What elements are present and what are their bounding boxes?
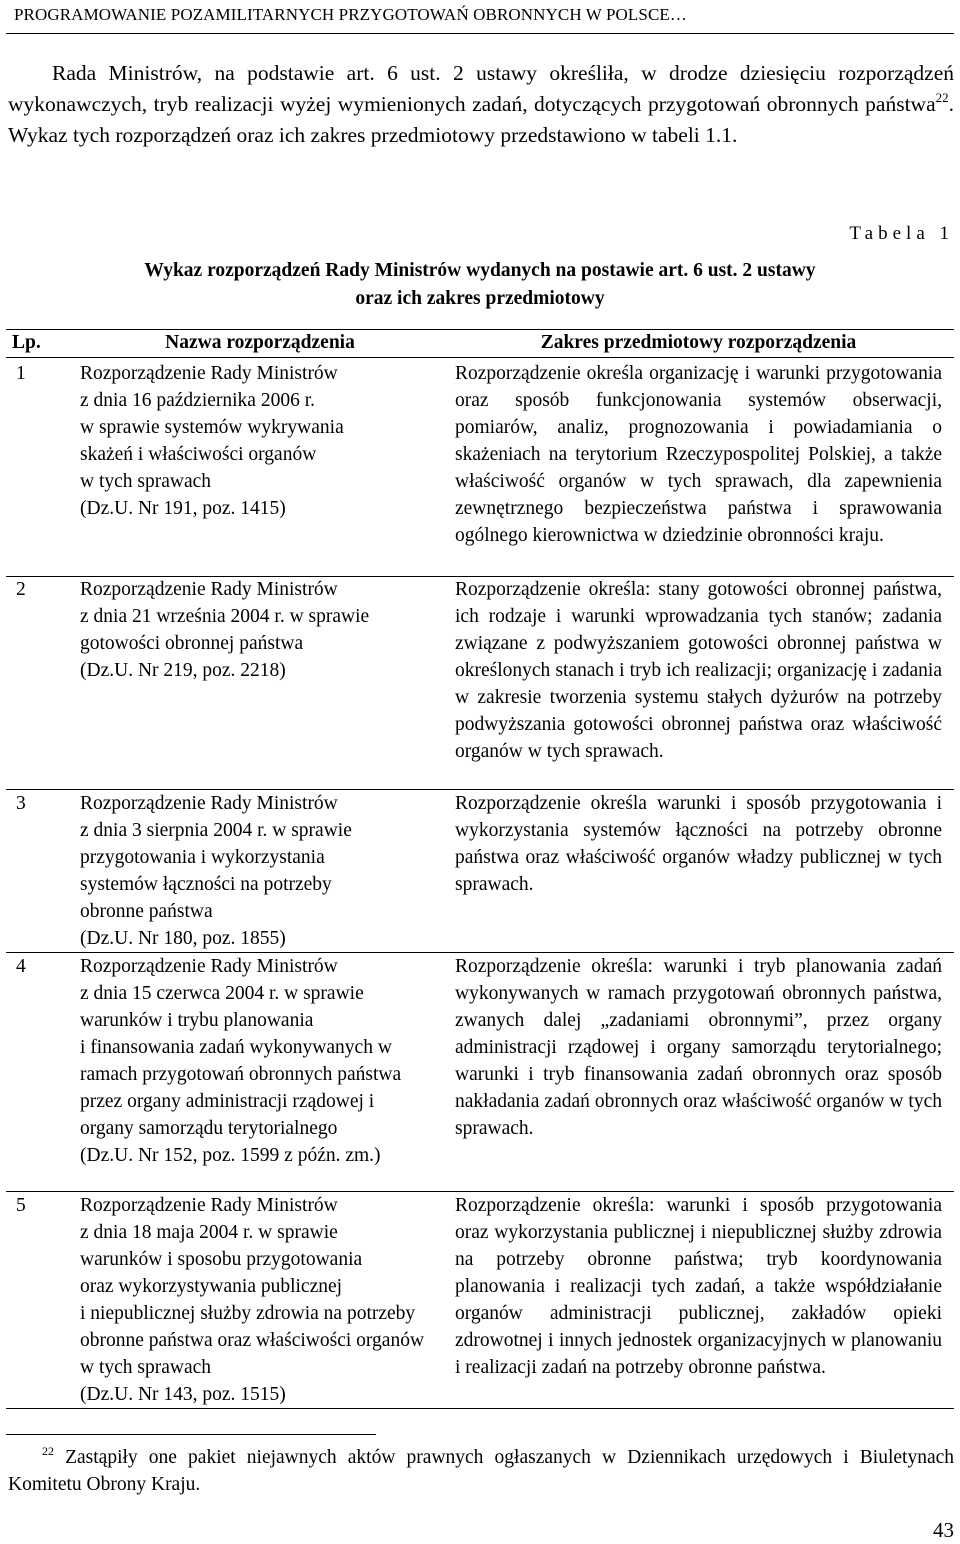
- intro-text-continued: . Wykaz tych rozporządzeń oraz ich zakres przedmiotowy przedstawiono w tabeli 1.1.: [8, 92, 954, 147]
- row-number: 3: [16, 793, 26, 814]
- regulation-scope: Rozporządzenie określa: warunki i sposób przygotowania oraz wykorzystania publicznej i niepublicznej służby zdrowia na potrzeby obronne państwa; tryb koordynowania planowania i realizacji tych zadań, a także współdziałanie organów administracji publicznej, zakładów opieki zdrowotnej i innych jednostek organizacyjnych w planowaniu i realizacji zadań na potrzeby obronne państwa.: [455, 1195, 942, 1378]
- regulation-name: Rozporządzenie Rady Ministrów z dnia 3 sierpnia 2004 r. w sprawie przygotowania i wykorzystania systemów łączności na potrzeby obronne państwa (Dz.U. Nr 180, poz. 1855): [80, 793, 352, 949]
- row-number: 2: [16, 579, 26, 600]
- intro-text: Rada Ministrów, na podstawie art. 6 ust. 2 ustawy określiła, w drodze dziesięciu rozporządzeń wykonawczych, tryb realizacji wyżej wymienionych zadań, dotyczących przygotowań obronnych państwa: [8, 61, 954, 116]
- column-header-scope: Zakres przedmiotowy rozporządzenia: [540, 332, 857, 353]
- table-title-line-2: oraz ich zakres przedmiotowy: [355, 288, 605, 309]
- regulation-name: Rozporządzenie Rady Ministrów z dnia 15 czerwca 2004 r. w sprawie warunków i trybu planowania i finansowania zadań wykonywanych w ramach przygotowań obronnych państwa przez organy administracji rządowej i organy samorządu terytorialnego (Dz.U. Nr 152, poz. 1599 z późn. zm.): [80, 956, 402, 1166]
- footnote-number: 22: [42, 1444, 54, 1458]
- table-title-line-1: Wykaz rozporządzeń Rady Ministrów wydanych na postawie art. 6 ust. 2 ustawy: [144, 260, 816, 281]
- intro-paragraph: [8, 58, 954, 151]
- table-head-rule-bottom: [6, 357, 954, 358]
- footnote: [8, 1444, 954, 1498]
- row-separator: [6, 1408, 954, 1409]
- regulation-name: Rozporządzenie Rady Ministrów z dnia 16 października 2006 r. w sprawie systemów wykrywania skażeń i właściwości organów w tych sprawach (Dz.U. Nr 191, poz. 1415): [80, 363, 344, 519]
- table-label: Tabela 1: [849, 223, 954, 244]
- footnote-reference: 22: [935, 90, 949, 105]
- row-number: 5: [16, 1195, 26, 1216]
- regulation-scope: Rozporządzenie określa organizację i warunki przygotowania oraz sposób funkcjonowania systemów obserwacji, pomiarów, analiz, prognozowania i powiadamiania o skażeniach na terytorium Rzeczypospolitej Polskiej, a także właściwość organów w tych sprawach, dla zapewnienia zewnętrznego bezpieczeństwa państwa i sprawowania ogólnego kierownictwa w dziedzinie obronności kraju.: [455, 363, 942, 546]
- regulation-scope: Rozporządzenie określa: warunki i tryb planowania zadań wykonywanych w ramach przygotowań obronnych państwa, zwanych dalej „zadaniami obronnymi”, przez organy administracji rządowej i organy samorządu terytorialnego; warunki i tryb finansowania zadań obronnych oraz sposób nakładania zadań obronnych oraz właściwość organów w tych sprawach.: [455, 956, 942, 1139]
- row-number: 4: [16, 956, 26, 977]
- regulation-scope: Rozporządzenie określa: stany gotowości obronnej państwa, ich rodzaje i warunki wprowadzania tych stanów; zadania związane z podwyższaniem gotowości obronnej państwa w określonych stanach i tryb ich realizacji; organizację i zadania w zakresie tworzenia systemu stałych dyżurów na potrzeby podwyższania gotowości obronnej państwa oraz właściwość organów w tych sprawach.: [455, 579, 942, 762]
- column-header-name: Nazwa rozporządzenia: [165, 332, 355, 353]
- regulation-name: Rozporządzenie Rady Ministrów z dnia 21 września 2004 r. w sprawie gotowości obronnej państwa (Dz.U. Nr 219, poz. 2218): [80, 579, 370, 681]
- regulation-scope: Rozporządzenie określa warunki i sposób przygotowania i wykorzystania systemów łączności na potrzeby obronne państwa oraz właściwość organów władzy publicznej w tych sprawach.: [455, 793, 942, 895]
- footnote-rule: [6, 1434, 376, 1435]
- footnote-text: Zastąpiły one pakiet niejawnych aktów prawnych ogłaszanych w Dziennikach urzędowych i Biuletynach Komitetu Obrony Kraju.: [8, 1447, 954, 1495]
- row-number: 1: [16, 363, 26, 384]
- column-header-lp: Lp.: [12, 332, 41, 353]
- table-title: [40, 257, 920, 313]
- running-header: PROGRAMOWANIE POZAMILITARNYCH PRZYGOTOWAŃ OBRONNYCH W POLSCE…: [14, 5, 687, 24]
- header-rule: [6, 33, 954, 34]
- page-number: 43: [933, 1518, 954, 1542]
- regulation-name: Rozporządzenie Rady Ministrów z dnia 18 maja 2004 r. w sprawie warunków i sposobu przygotowania oraz wykorzystywania publicznej i niepublicznej służby zdrowia na potrzeby obronne państwa oraz właściwości organów w tych sprawach (Dz.U. Nr 143, poz. 1515): [80, 1195, 425, 1405]
